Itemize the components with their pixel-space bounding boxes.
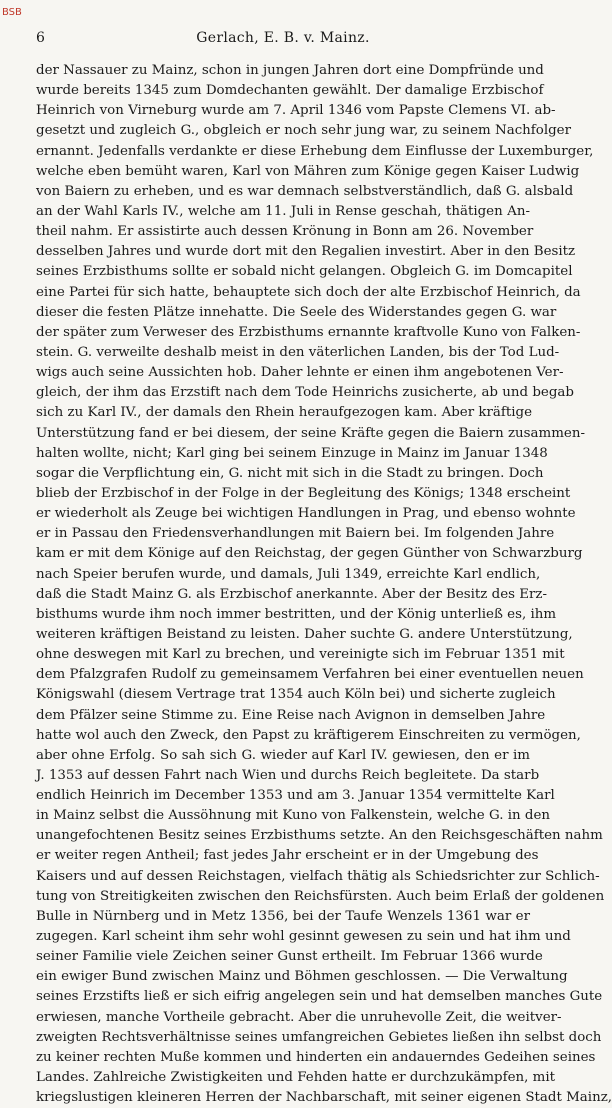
text-line: desselben Jahres und wurde dort mit den Regalien investirt. Aber in den Besitz bbox=[36, 244, 576, 260]
text-line: dem Pfälzer seine Stimme zu. Eine Reise nach Avignon in demselben Jahre bbox=[36, 707, 546, 723]
text-line: nach Speier berufen wurde, und damals, Juli 1349, erreichte Karl endlich, bbox=[36, 566, 541, 582]
text-line: seines Erzbisthums sollte er sobald nicht gelangen. Obgleich G. im Domcapitel bbox=[36, 264, 573, 280]
text-line: er in Passau den Friedensverhandlungen mit Baiern bei. Im folgenden Jahre bbox=[36, 526, 555, 542]
text-line: zugegen. Karl scheint ihm sehr wohl gesinnt gewesen zu sein und hat ihm und bbox=[36, 929, 571, 945]
text-line: seines Erzstifts ließ er sich eifrig angelegen sein und hat demselben manches Gute bbox=[36, 989, 603, 1005]
page-header bbox=[36, 30, 530, 48]
text-line: sogar die Verpflichtung ein, G. nicht mit sich in die Stadt zu bringen. Doch bbox=[36, 465, 544, 481]
text-line: zweigten Rechtsverhältnisse seines umfangreichen Gebietes ließen ihn selbst doch bbox=[36, 1029, 602, 1045]
text-line: wurde bereits 1345 zum Domdechanten gewählt. Der damalige Erzbischof bbox=[36, 83, 544, 99]
text-line: Königswahl (diesem Vertrage trat 1354 auch Köln bei) und sicherte zugleich bbox=[36, 687, 556, 703]
text-line: eine Partei für sich hatte, behauptete sich doch der alte Erzbischof Heinrich, da bbox=[36, 284, 581, 300]
text-line: aber ohne Erfolg. So sah sich G. wieder auf Karl IV. gewiesen, den er im bbox=[36, 747, 530, 763]
text-line: blieb der Erzbischof in der Folge in der Begleitung des Königs; 1348 erscheint bbox=[36, 485, 571, 501]
text-line: der später zum Verweser des Erzbisthums ernannte kraftvolle Kuno von Falken- bbox=[36, 324, 581, 340]
text-line: Landes. Zahlreiche Zwistigkeiten und Fehden hatte er durchzukämpfen, mit bbox=[36, 1070, 555, 1086]
text-line: daß die Stadt Mainz G. als Erzbischof anerkannte. Aber der Besitz des Erz- bbox=[36, 586, 548, 602]
text-line: Bulle in Nürnberg und in Metz 1356, bei der Taufe Wenzels 1361 war er bbox=[36, 908, 530, 924]
text-line: gesetzt und zugleich G., obgleich er noch sehr jung war, zu seinem Nachfolger bbox=[36, 123, 572, 139]
text-line: weiteren kräftigen Beistand zu leisten. Daher suchte G. andere Unterstützung, bbox=[36, 626, 573, 642]
text-line: seiner Familie viele Zeichen seiner Gunst ertheilt. Im Februar 1366 wurde bbox=[36, 949, 543, 965]
text-line: welche eben bemüht waren, Karl von Mähren zum Könige gegen Kaiser Ludwig bbox=[36, 163, 580, 179]
text-line: der Nassauer zu Mainz, schon in jungen Jahren dort eine Dompfründe und bbox=[36, 63, 544, 78]
body-text bbox=[36, 61, 612, 1108]
text-line: sich zu Karl IV., der damals den Rhein heraufgezogen kam. Aber kräftige bbox=[36, 405, 533, 421]
text-line: unangefochtenen Besitz seines Erzbisthums setzte. An den Reichsgeschäften nahm bbox=[36, 828, 603, 844]
text-line: von Baiern zu erheben, und es war demnach selbstverständlich, daß G. alsbald bbox=[36, 183, 574, 199]
text-line: Unterstützung fand er bei diesem, der seine Kräfte gegen die Baiern zusammen- bbox=[36, 425, 585, 441]
text-line: bisthums wurde ihm noch immer bestritten, und der König unterließ es, ihm bbox=[36, 606, 557, 622]
running-title: Gerlach, E. B. v. Mainz. bbox=[196, 30, 370, 46]
text-line: an der Wahl Karls IV., welche am 11. Juli in Rense geschah, thätigen An- bbox=[36, 203, 530, 219]
text-line: ein ewiger Bund zwischen Mainz und Böhmen geschlossen. — Die Verwaltung bbox=[36, 969, 568, 985]
text-line: tung von Streitigkeiten zwischen den Reichsfürsten. Auch beim Erlaß der goldenen bbox=[36, 888, 605, 904]
text-line: ohne deswegen mit Karl zu brechen, und vereinigte sich im Februar 1351 mit bbox=[36, 647, 565, 663]
text-line: stein. G. verweilte deshalb meist in den väterlichen Landen, bis der Tod Lud- bbox=[36, 344, 560, 360]
text-line: Kaisers und auf dessen Reichstagen, vielfach thätig als Schiedsrichter zur Schlich- bbox=[36, 868, 600, 884]
text-line: in Mainz selbst die Aussöhnung mit Kuno von Falkenstein, welche G. in den bbox=[36, 808, 550, 824]
page-number: 6 bbox=[36, 30, 45, 46]
text-line: endlich Heinrich im December 1353 und am 3. Januar 1354 vermittelte Karl bbox=[36, 788, 555, 804]
text-line: dieser die festen Plätze innehatte. Die Seele des Widerstandes gegen G. war bbox=[36, 304, 557, 320]
text-line: J. 1353 auf dessen Fahrt nach Wien und durchs Reich begleitete. Da starb bbox=[36, 767, 540, 783]
text-line: theil nahm. Er assistirte auch dessen Krönung in Bonn am 26. November bbox=[36, 224, 534, 240]
text-line: zu keiner rechten Muße kommen und hinderten ein andauerndes Gedeihen seines bbox=[36, 1049, 596, 1065]
text-line: hatte wol auch den Zweck, den Papst zu kräftigerem Einschreiten zu vermögen, bbox=[36, 727, 581, 743]
text-line: erwiesen, manche Vortheile gebracht. Aber die unruhevolle Zeit, die weitver- bbox=[36, 1009, 562, 1025]
text-line: gleich, der ihm das Erzstift nach dem Tode Heinrichs zusicherte, ab und begab bbox=[36, 385, 574, 401]
text-line: halten wollte, nicht; Karl ging bei seinem Einzuge in Mainz im Januar 1348 bbox=[36, 445, 548, 461]
library-stamp: BSB bbox=[2, 7, 22, 18]
text-line: kam er mit dem Könige auf den Reichstag, der gegen Günther von Schwarzburg bbox=[36, 546, 583, 562]
text-line: er weiter regen Antheil; fast jedes Jahr erscheint er in der Umgebung des bbox=[36, 848, 539, 864]
text-line: Heinrich von Virneburg wurde am 7. April 1346 vom Papste Clemens VI. ab- bbox=[36, 103, 556, 119]
text-line: kriegslustigen kleineren Herren der Nachbarschaft, mit seiner eigenen Stadt Mainz, bbox=[36, 1090, 612, 1106]
text-line: dem Pfalzgrafen Rudolf zu gemeinsamem Verfahren bei einer eventuellen neuen bbox=[36, 667, 584, 683]
text-line: wigs auch seine Aussichten hob. Daher lehnte er einen ihm angebotenen Ver- bbox=[36, 365, 564, 381]
text-line: ernannt. Jedenfalls verdankte er diese Erhebung dem Einflusse der Luxemburger, bbox=[36, 143, 594, 159]
text-line: er wiederholt als Zeuge bei wichtigen Handlungen in Prag, und ebenso wohnte bbox=[36, 506, 576, 522]
